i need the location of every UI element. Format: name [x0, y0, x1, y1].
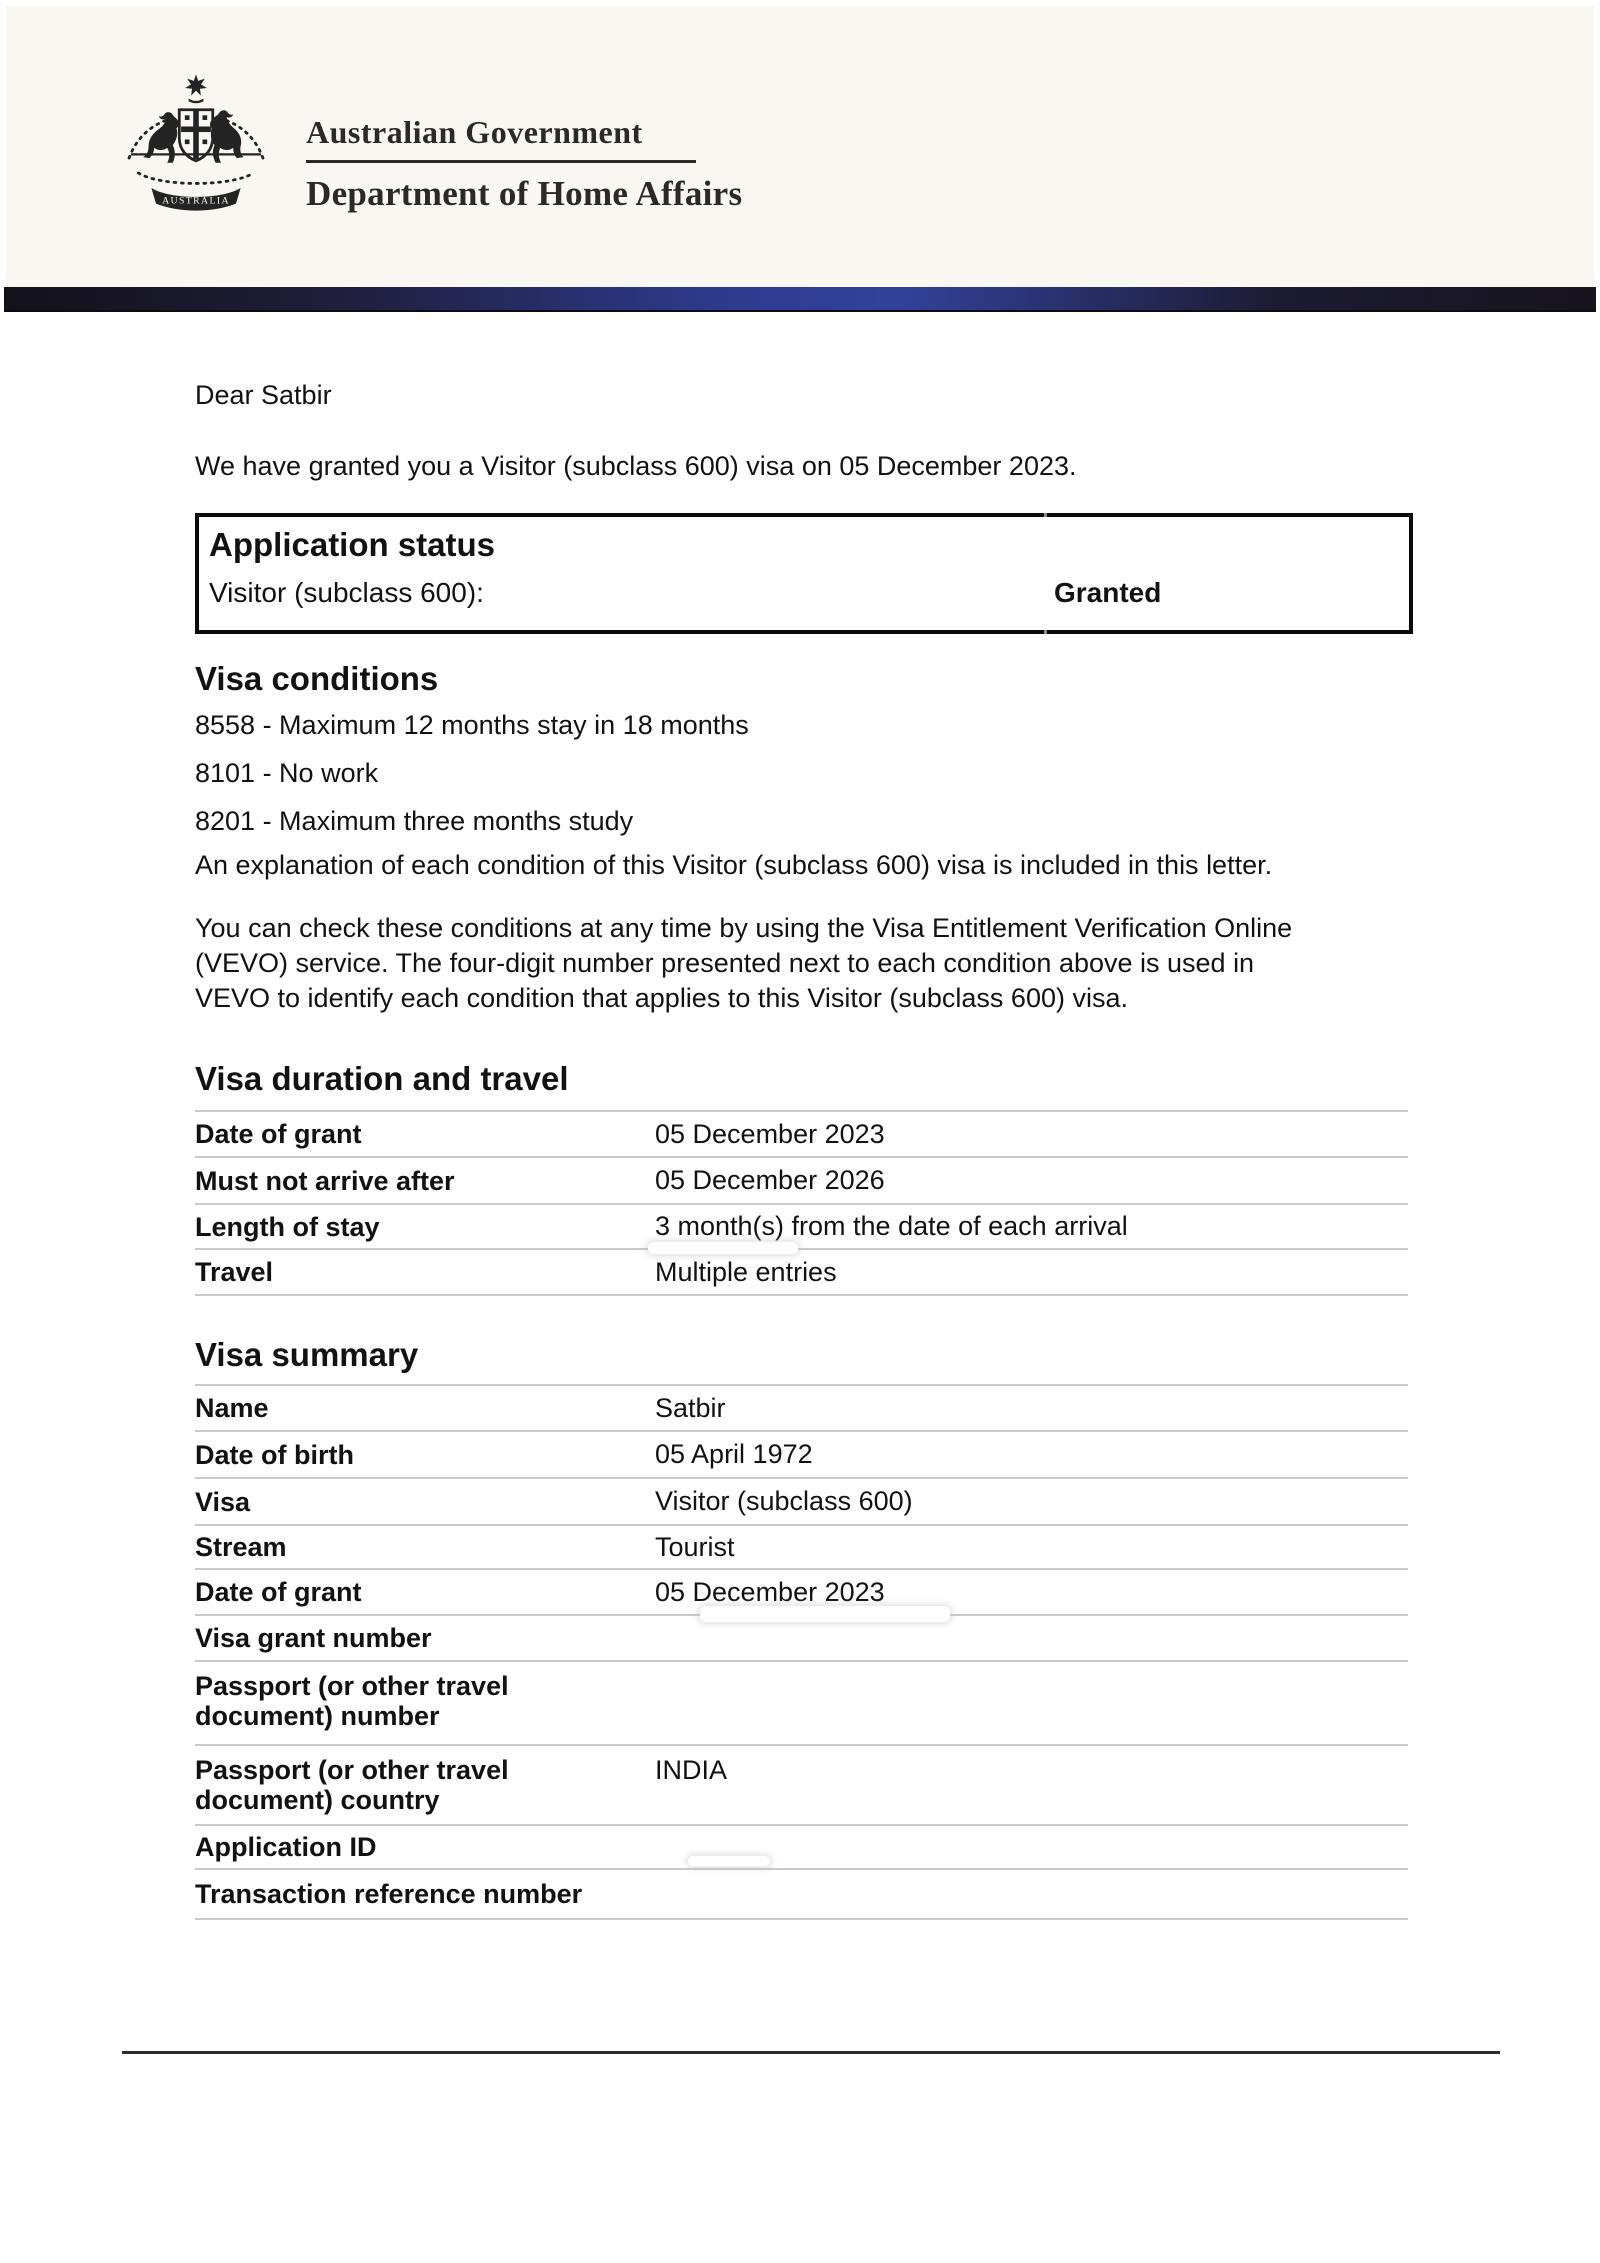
row-label: Must not arrive after — [195, 1165, 455, 1196]
summary-table-title: Visa summary — [195, 1336, 419, 1373]
visa-conditions-title: Visa conditions — [195, 660, 439, 697]
row-label: Visa — [195, 1486, 251, 1517]
row-label: Date of grant — [195, 1577, 362, 1607]
intro-paragraph: We have granted you a Visitor (subclass 600) visa on 05 December 2023. — [195, 451, 1077, 481]
table-row — [195, 1432, 1408, 1479]
border-notch — [1044, 630, 1047, 634]
redaction-smudge — [688, 1856, 770, 1866]
row-value: INDIA — [655, 1755, 728, 1785]
row-label: Length of stay — [195, 1211, 380, 1242]
condition-item: 8558 - Maximum 12 months stay in 18 months — [195, 710, 749, 740]
vevo-note-line: You can check these conditions at any time by using the Visa Entitlement Verification Online — [195, 913, 1293, 943]
vevo-note-line: VEVO to identify each condition that applies to this Visitor (subclass 600) visa. — [195, 983, 1128, 1013]
table-row — [195, 1479, 1408, 1526]
duration-table-title: Visa duration and travel — [195, 1060, 569, 1097]
application-status-box — [195, 513, 1413, 634]
conditions-explanation: An explanation of each condition of this Visitor (subclass 600) visa is included in this letter. — [195, 850, 1273, 880]
status-granted-value: Granted — [1054, 576, 1162, 608]
table-row — [195, 1158, 1408, 1205]
row-label: Stream — [195, 1532, 287, 1562]
row-label: Date of grant — [195, 1119, 362, 1149]
vevo-note — [195, 911, 1292, 1016]
coat-of-arms-icon — [103, 72, 289, 220]
header-gradient-bar — [4, 287, 1596, 312]
agency-name: Australian Government — [306, 114, 643, 150]
visa-summary-table — [195, 1384, 1408, 1920]
row-value: 3 month(s) from the date of each arrival — [655, 1211, 1128, 1241]
row-label: Passport (or other travel document) country — [195, 1755, 509, 1815]
redaction-smudge — [648, 1242, 798, 1254]
table-row — [195, 1112, 1408, 1158]
condition-item: 8201 - Maximum three months study — [195, 806, 634, 836]
header-band — [6, 6, 1594, 287]
row-label: Application ID — [195, 1832, 377, 1862]
row-label: Travel — [195, 1257, 274, 1287]
visa-conditions-list — [195, 701, 749, 845]
crest-banner-text: AUSTRALIA — [162, 195, 230, 207]
row-value: 05 December 2023 — [655, 1576, 885, 1607]
row-label: Passport (or other travel document) number — [195, 1671, 509, 1731]
row-value: Multiple entries — [655, 1256, 837, 1287]
row-value: Satbir — [655, 1392, 726, 1423]
table-row — [195, 1746, 1408, 1826]
condition-item: 8101 - No work — [195, 758, 379, 788]
row-label: Transaction reference number — [195, 1879, 583, 1909]
visa-subclass-label: Visitor (subclass 600): — [209, 576, 484, 608]
row-value: 05 December 2026 — [655, 1165, 885, 1195]
table-row — [195, 1826, 1408, 1870]
visa-duration-table — [195, 1110, 1408, 1296]
application-status-title: Application status — [209, 526, 496, 563]
table-row — [195, 1250, 1408, 1296]
row-value: 05 April 1972 — [655, 1439, 813, 1469]
table-row — [195, 1205, 1408, 1250]
row-label: Visa grant number — [195, 1623, 432, 1653]
row-value: Tourist — [655, 1531, 735, 1562]
row-label: Date of birth — [195, 1439, 354, 1470]
table-row — [195, 1870, 1408, 1920]
table-row — [195, 1526, 1408, 1570]
table-row — [195, 1386, 1408, 1432]
agency-titles — [306, 114, 742, 214]
border-notch — [1044, 513, 1047, 517]
vevo-note-line: (VEVO) service. The four-digit number presented next to each condition above is used in — [195, 948, 1255, 978]
salutation: Dear Satbir — [195, 380, 332, 410]
redaction-smudge — [700, 1606, 950, 1622]
table-row — [195, 1662, 1408, 1746]
agency-divider — [306, 160, 696, 163]
department-name: Department of Home Affairs — [306, 174, 743, 213]
row-label: Name — [195, 1393, 269, 1423]
table-row — [195, 1616, 1408, 1662]
footer-divider — [122, 2051, 1500, 2054]
row-value: Visitor (subclass 600) — [655, 1486, 913, 1516]
row-value: 05 December 2023 — [655, 1118, 885, 1149]
